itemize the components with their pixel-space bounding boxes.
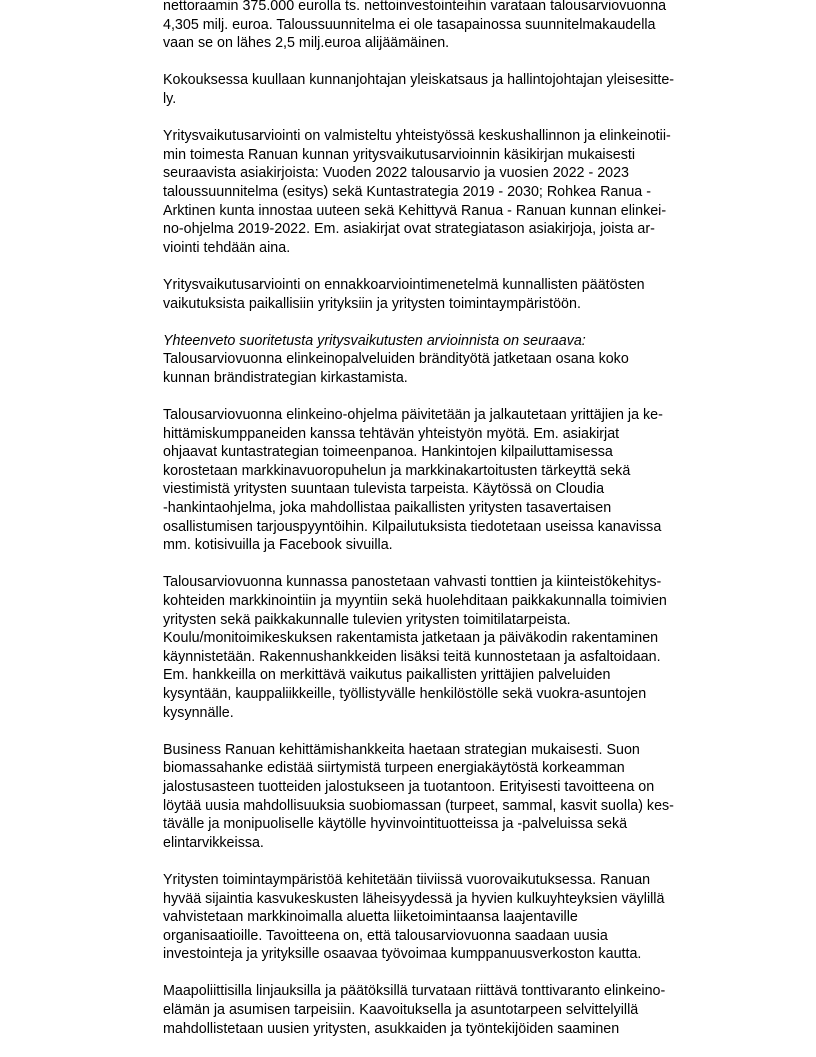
text-line: -hankintaohjelma, joka mahdollistaa paikallisten yritysten tasavertaisen (163, 500, 612, 517)
text-line: hittämiskumppaneiden kanssa tehtävän yhteistyön myötä. Em. asiakirjat (163, 425, 620, 442)
text-line: jalostusasteen tuotteiden jalostukseen ja tuotantoon. Erityisesti tavoitteena on (163, 778, 655, 795)
paragraph-impact-assessment-definition (163, 276, 743, 313)
text-line: korostetaan markkinavuoropuhelun ja markkinakartoitusten tärkeyttä sekä (163, 462, 631, 479)
text-line: Em. hankkeilla on merkittävä vaikutus paikallisten yrittäjien palveluiden (163, 667, 611, 684)
text-line: Talousarviovuonna elinkeinopalveluiden brändityötä jatketaan osana koko (163, 351, 629, 368)
text-line: Business Ranuan kehittämishankkeita haetaan strategian mukaisesti. Suon (163, 741, 640, 758)
text-line: min toimesta Ranuan kunnan yritysvaikutusarvioinnin käsikirjan mukaisesti (163, 146, 636, 163)
paragraph-investments (163, 0, 743, 53)
text-line: Yritysvaikutusarviointi on valmisteltu yhteistyössä keskushallinnon ja elinkeinotii- (163, 128, 671, 145)
text-line: Talousarviovuonna kunnassa panostetaan vahvasti tonttien ja kiinteistökehitys- (163, 574, 662, 591)
text-line: taloussuunnitelma (esitys) sekä Kuntastrategia 2019 - 2030; Rohkea Ranua - (163, 183, 651, 200)
text-line: osallistumisen tarjouspyyntöihin. Kilpailutuksista tiedotetaan useissa kanavissa (163, 518, 662, 535)
text-line: seuraavista asiakirjoista: Vuoden 2022 talousarvio ja vuosien 2022 - 2023 (163, 165, 630, 182)
paragraph-impact-assessment-prep (163, 127, 743, 257)
text-line: tävälle ja monipuoliselle käytölle hyvinvointituotteissa ja -palveluissa sekä (163, 816, 628, 833)
text-line: kunnan brändistrategian kirkastamista. (163, 369, 408, 386)
text-line: mahdollistetaan uusien yritysten, asukkaiden ja työntekijöiden saaminen (163, 1020, 620, 1037)
text-line: vahvistetaan markkinoimalla aluetta liiketoimintaansa laajentaville (163, 909, 578, 926)
text-line: 4,305 milj. euroa. Taloussuunnitelma ei ole tasapainossa suunnitelmakaudella (163, 16, 656, 33)
text-line: kysynnälle. (163, 704, 234, 721)
text-line: Talousarviovuonna elinkeino-ohjelma päivitetään ja jalkautetaan yrittäjien ja ke- (163, 407, 663, 424)
text-line: kohteiden markkinointiin ja myyntiin sekä huolehditaan paikkakunnalla toimivien (163, 593, 667, 609)
text-line: elintarvikkeissa. (163, 834, 264, 851)
text-line: Koulu/monitoimikeskuksen rakentamista jatketaan ja päiväkodin rakentaminen (163, 630, 659, 647)
text-line: Arktinen kunta innostaa uuteen sekä Kehittyvä Ranua - Ranuan kunnan elinkei- (163, 202, 667, 219)
paragraph-operating-environment (163, 871, 743, 964)
text-line: kysyntään, kauppaliikkeille, työllistyvälle henkilöstölle sekä vuokra-asuntojen (163, 685, 647, 702)
paragraph-business-program (163, 406, 743, 555)
text-line: nettoraamin 375.000 eurolla ts. nettoinvestointeihin varataan talousarviovuonna (163, 0, 667, 14)
summary-heading: Yhteenveto suoritetusta yritysvaikutusten arvioinnista on seuraava: (163, 332, 586, 349)
text-line: ohjaavat kuntastrategian toimeenpanoa. Hankintojen kilpailuttamisessa (163, 444, 613, 461)
paragraph-land-policy (163, 982, 743, 1038)
text-line: investointeja ja yrityksille osaavaa työvoimaa kumppanuusverkoston kautta. (163, 946, 642, 963)
paragraph-business-ranua (163, 741, 743, 853)
text-line: hyvää sijaintia kasvukeskusten läheisyydessä ja hyvien kulkuyhteyksien väylillä (163, 890, 665, 907)
text-line: viestimistä yritysten suuntaan tulevista tarpeista. Käytössä on Cloudia (163, 481, 605, 498)
document-page (163, 0, 743, 1057)
text-line: organisaatioille. Tavoitteena on, että talousarviovuonna saadaan uusia (163, 927, 608, 944)
text-line: elämän ja asumisen tarpeisiin. Kaavoituksella ja asuntotarpeen selvittelyillä (163, 1002, 639, 1019)
paragraph-meeting (163, 71, 743, 108)
text-line: Yritysten toimintaympäristöä kehitetään tiiviissä vuorovaikutuksessa. Ranuan (163, 871, 651, 888)
text-line: käynnistetään. Rakennushankkeiden lisäksi teitä kunnostetaan ja asfaltoidaan. (163, 648, 661, 665)
text-line: biomassahanke edistää siirtymistä turpeen energiakäytöstä korkeamman (163, 760, 625, 777)
paragraph-summary (163, 332, 743, 388)
text-line: löytää uusia mahdollisuuksia suobiomassan (turpeet, sammal, kasvit suolla) kes- (163, 797, 674, 814)
text-line: viointi tehdään aina. (163, 239, 291, 256)
text-line: vaikutuksista paikallisiin yrityksiin ja yritysten toimintaympäristöön. (163, 295, 581, 312)
text-line: ly. (163, 90, 177, 107)
text-line: Kokouksessa kuullaan kunnanjohtajan yleiskatsaus ja hallintojohtajan yleisesitte- (163, 72, 675, 89)
text-line: yritysten sekä paikkakunnalle tulevien yritysten toimitilatarpeista. (163, 611, 571, 628)
text-line: vaan se on lähes 2,5 milj.euroa alijäämäinen. (163, 35, 450, 52)
text-line: mm. kotisivuilla ja Facebook sivuilla. (163, 537, 393, 554)
text-line: Maapoliittisilla linjauksilla ja päätöksillä turvataan riittävä tonttivaranto elinkeino- (163, 983, 666, 1000)
text-line: Yritysvaikutusarviointi on ennakkoarviointimenetelmä kunnallisten päätösten (163, 276, 645, 293)
text-line: no-ohjelma 2019-2022. Em. asiakirjat ovat strategiatason asiakirjoja, joista ar- (163, 221, 655, 238)
paragraph-property-marketing (163, 573, 743, 722)
